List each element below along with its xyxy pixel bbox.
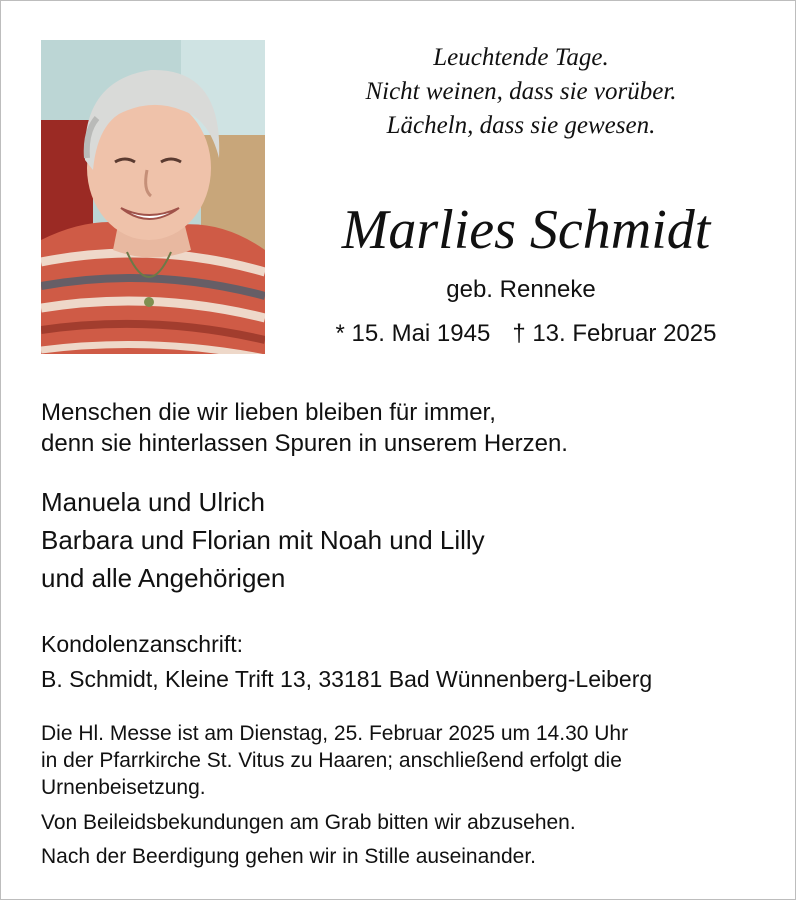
funeral-notes (41, 720, 761, 870)
memorial-quote (301, 41, 741, 143)
birth-date: * 15. Mai 1945 (335, 320, 491, 347)
quote-line: Nicht weinen, dass sie vorüber. (365, 78, 677, 105)
condolence-label: Kondolenzanschrift: (41, 631, 244, 657)
mourners-list (41, 483, 761, 597)
mourner-line: und alle Angehörigen (41, 563, 286, 593)
portrait-photo (41, 40, 265, 354)
mass-notice (41, 720, 761, 801)
mass-notice-line: Urnenbeisetzung. (41, 776, 206, 799)
verse-line: denn sie hinterlassen Spuren in unserem Herzen. (41, 430, 568, 457)
condolences-request: Von Beileidsbekundungen am Grab bitten wir abzusehen. (41, 811, 576, 834)
death-date: † 13. Februar 2025 (512, 320, 717, 347)
condolence-address-block (41, 627, 761, 697)
after-funeral-note: Nach der Beerdigung gehen wir in Stille auseinander. (41, 845, 536, 868)
life-dates (291, 318, 761, 350)
mass-notice-line: Die Hl. Messe ist am Dienstag, 25. Februar 2025 um 14.30 Uhr (41, 722, 629, 745)
birth-name: geb. Renneke (446, 276, 596, 303)
mourner-line: Barbara und Florian mit Noah und Lilly (41, 525, 485, 555)
quote-line: Leuchtende Tage. (433, 44, 609, 71)
memorial-verse (41, 397, 761, 459)
portrait-illustration (41, 40, 265, 354)
verse-line: Menschen die wir lieben bleiben für immer, (41, 399, 496, 426)
condolence-address: B. Schmidt, Kleine Trift 13, 33181 Bad Wünnenberg-Leiberg (41, 666, 653, 692)
quote-line: Lächeln, dass sie gewesen. (386, 112, 656, 139)
mourner-line: Manuela und Ulrich (41, 487, 266, 517)
deceased-name: Marlies Schmidt (341, 199, 711, 261)
mass-notice-line: in der Pfarrkirche St. Vitus zu Haaren; anschließend erfolgt die (41, 749, 622, 772)
